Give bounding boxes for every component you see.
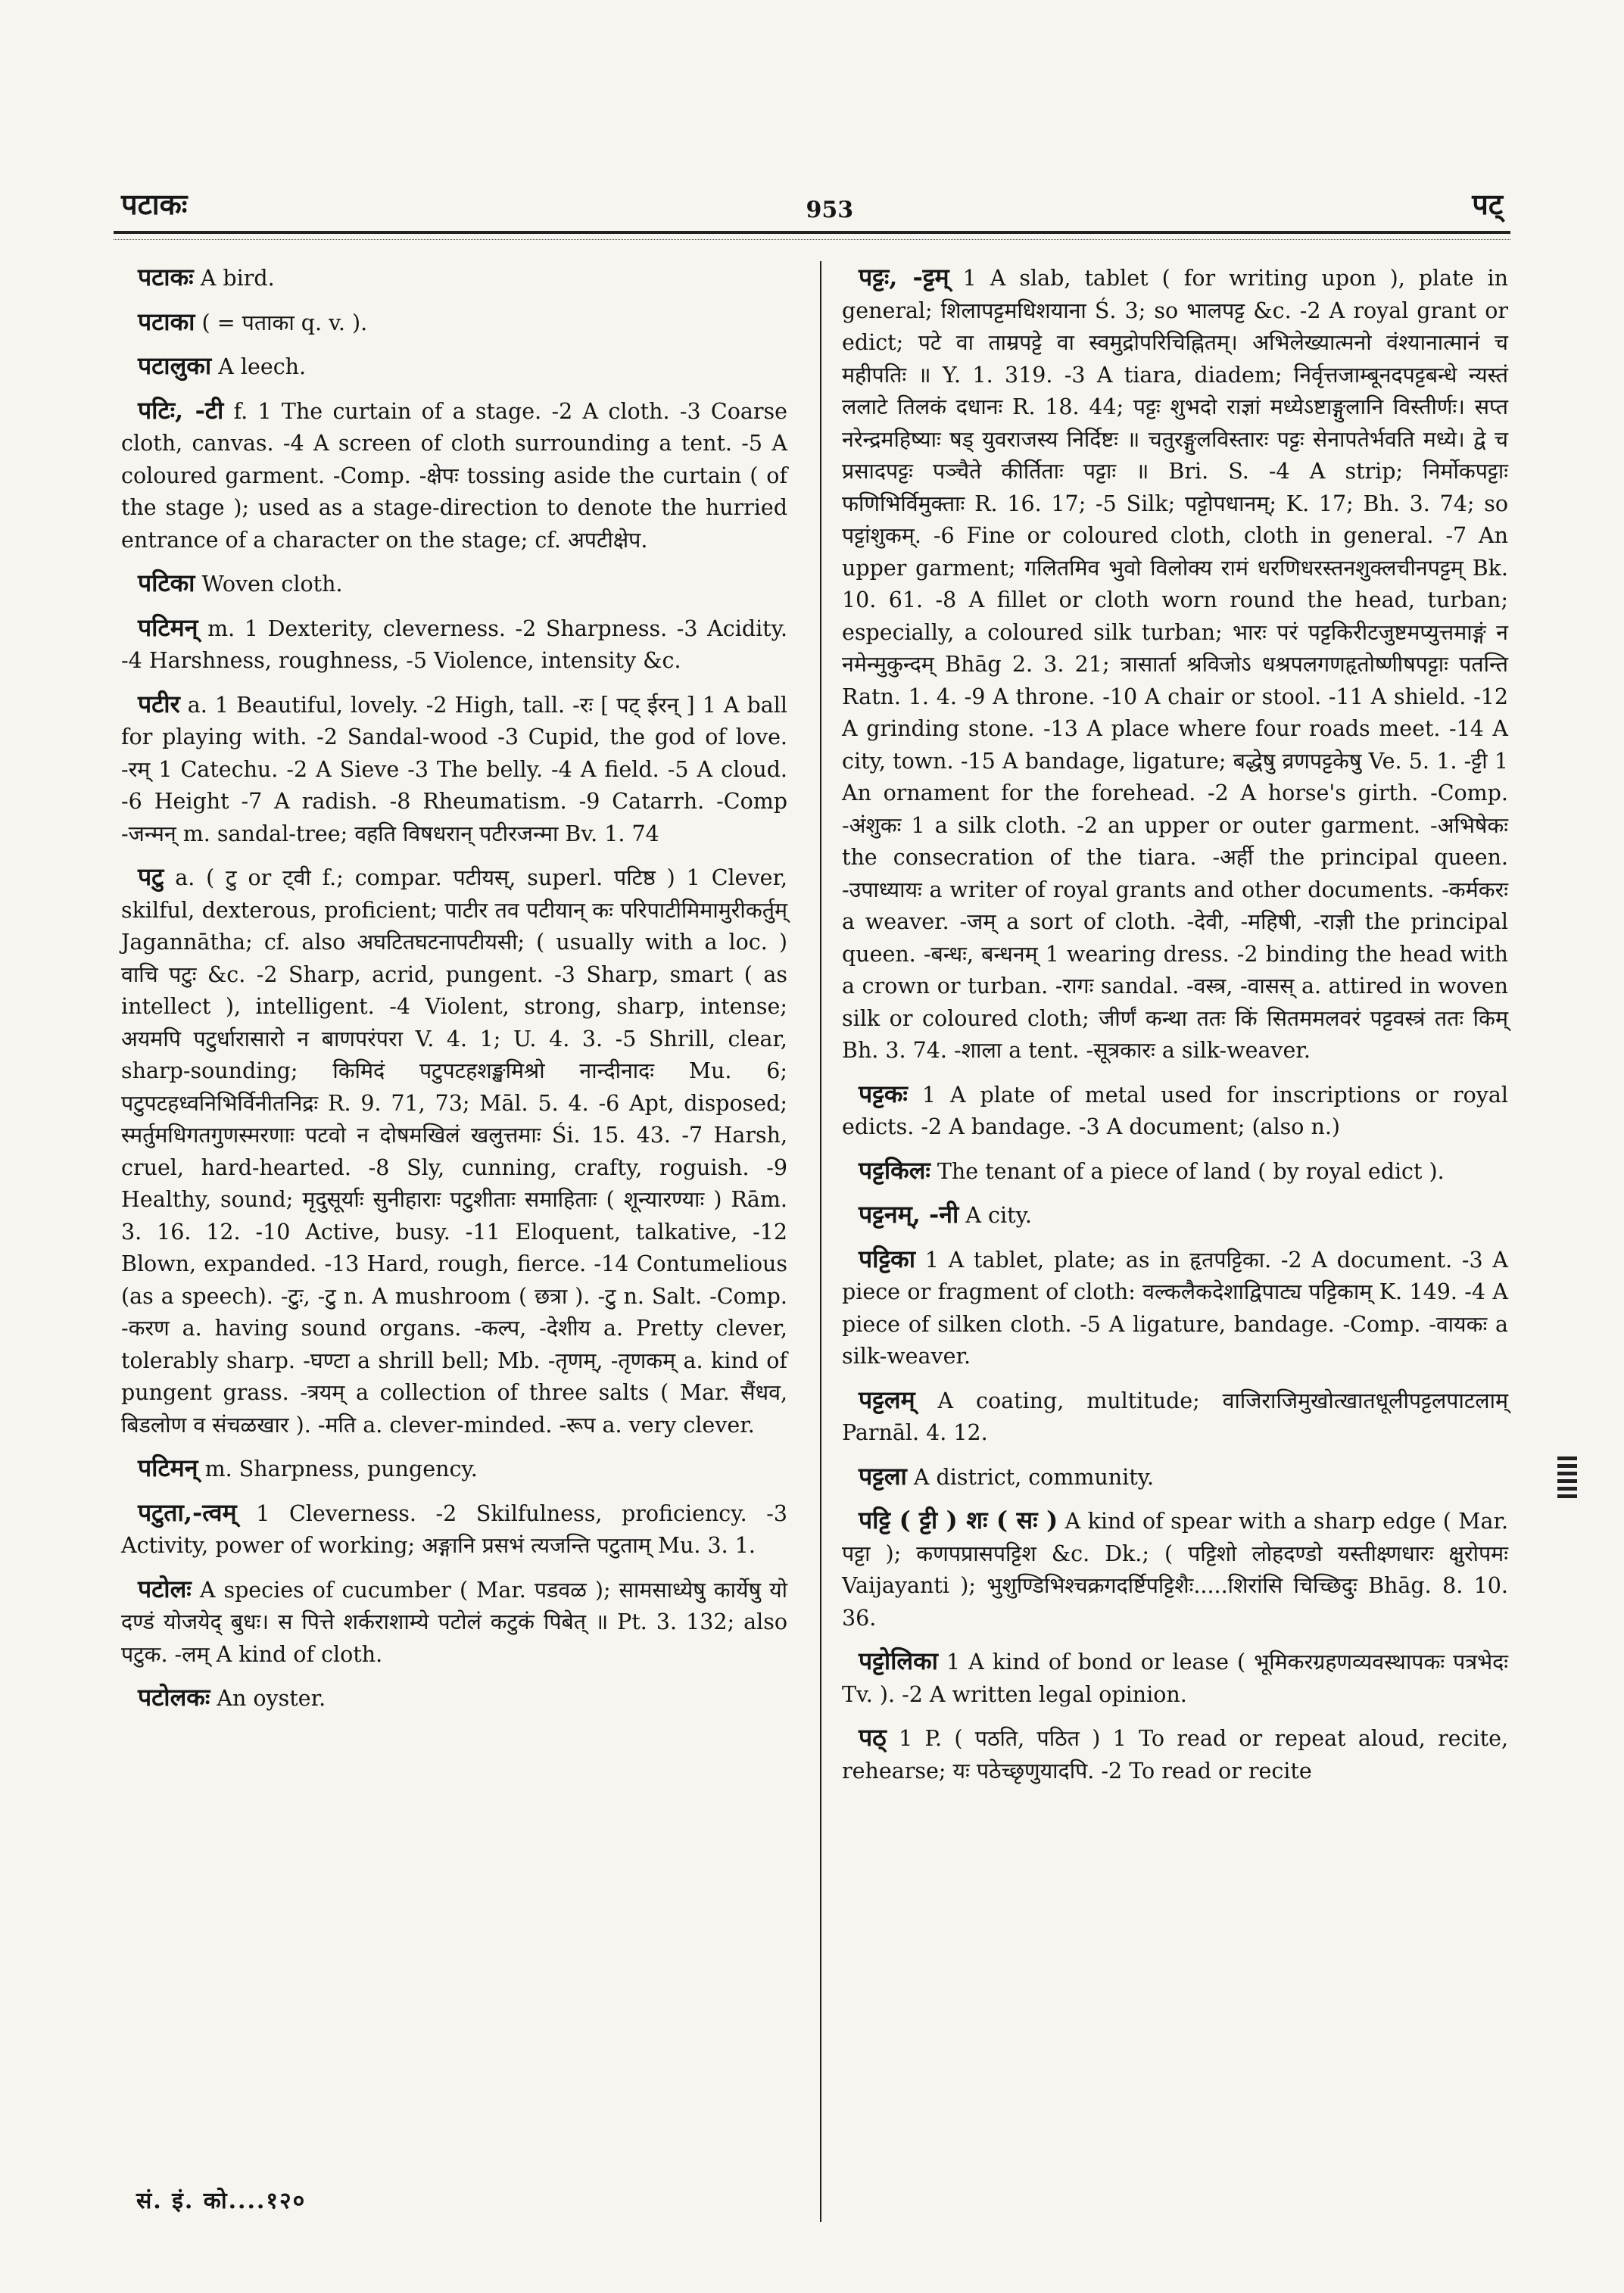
entry-definition: 1 P. ( पठति, पठित ) 1 To read or repeat aloud, recite, rehearse; यः पठेच्छृणुयादपि. -2 To read or recite xyxy=(842,1726,1509,1784)
entry-headword: पट्टनम्, -नी xyxy=(859,1200,959,1229)
entry-definition: f. 1 The curtain of a stage. -2 A cloth. -3 Coarse cloth, canvas. -4 A screen of cloth surrounding a tent. -5 A coloured garment. -Comp. -क्षेपः tossing aside the curtain ( of the stage ); used as a stage-direction to denote the hurried entrance of a character on the stage; cf. अपटीक्षेप. xyxy=(121,398,787,553)
entry-headword: पठ् xyxy=(859,1723,887,1752)
dictionary-entry xyxy=(842,1721,1508,1787)
right-running-head: पट् xyxy=(1472,187,1503,221)
column-divider xyxy=(820,261,821,2222)
entry-headword: पट्टिका xyxy=(859,1244,915,1273)
entry-definition: m. Sharpness, pungency. xyxy=(204,1456,478,1481)
entry-headword: पट्टकिलः xyxy=(859,1155,930,1185)
header-dotted-rule xyxy=(114,239,1510,240)
dictionary-entry xyxy=(121,612,787,678)
dictionary-entry xyxy=(121,394,787,557)
entry-headword: पटुता,-त्वम् xyxy=(138,1497,237,1527)
entry-definition: A city. xyxy=(965,1203,1032,1228)
entry-headword: पट्टकः xyxy=(859,1079,908,1108)
entry-definition: A district, community. xyxy=(913,1464,1155,1490)
left-running-head: पटाकः xyxy=(121,187,188,221)
dictionary-entry xyxy=(842,1460,1508,1494)
entry-definition: A coating, multitude; वाजिराजिमुखोत्खातधूलीपट्टलपाटलाम् Parnāl. 4. 12. xyxy=(842,1388,1508,1445)
dictionary-entry xyxy=(121,1681,787,1715)
dictionary-entry xyxy=(842,261,1508,1067)
entry-definition: 1 A plate of metal used for inscriptions or royal edicts. -2 A bandage. -3 A document; (also n.) xyxy=(842,1082,1508,1139)
entry-definition: ( = पताका q. v. ). xyxy=(201,310,368,335)
dictionary-entry xyxy=(121,1452,787,1486)
dictionary-entry xyxy=(842,1645,1508,1711)
entry-definition: A kind of spear with a sharp edge ( Mar. पट्टा ); कणपप्रासपट्टिश &c. Dk.; ( पट्टिशो लोहदण्डो यस्तीक्ष्णधारः क्षुरोपमः Vaijayanti ); भुशुण्डिभिश्चक्रगदर्ष्टिपट्टिशैः.....शिरांसि चिच्छिदुः Bhāg. 8. 10. 36. xyxy=(842,1509,1509,1631)
header-rule xyxy=(114,231,1510,234)
page-number: 953 xyxy=(806,197,854,223)
entry-headword: पटाका xyxy=(138,307,195,336)
entry-headword: पटाकः xyxy=(138,263,194,291)
dictionary-entry xyxy=(121,306,787,340)
entry-headword: पटिमन् xyxy=(138,1453,198,1482)
dictionary-entry xyxy=(842,1243,1508,1373)
entry-headword: पटीर xyxy=(138,689,180,718)
entry-headword: पट्टि ( ट्टी ) शः ( सः ) xyxy=(859,1506,1058,1534)
entry-definition: 1 A kind of bond or lease ( भूमिकरग्रहणव्यवस्थापकः पत्रभेदः Tv. ). -2 A written legal opinion. xyxy=(842,1650,1508,1707)
entry-definition: a. ( टु or ट्वी f.; compar. पटीयस्, superl. पटिष्ठ ) 1 Clever, skilful, dexterous, proficient; पाटीर तव पटीयान् कः परिपाटीमिमामुरीकर्तुम् Jagannātha; cf. also अघटितघटनापटीयसी; ( usually with a loc. ) वाचि पटुः &c. -2 Sharp, acrid, pungent. -3 Sharp, smart ( as intellect ), intelligent. -4 Violent, strong, sharp, intense; अयमपि पटुर्धारासारो न बाणपरंपरा V. 4. 1; U. 4. 3. -5 Shrill, clear, sharp-sounding; किमिदं पटुपटहशङ्खमिश्रो नान्दीनादः Mu. 6; पटुपटहध्वनिभिर्विनीतनिद्रः R. 9. 71, 73; Māl. 5. 4. -6 Apt, disposed; स्मर्तुमधिगतगुणस्मरणाः पटवो न दोषमखिलं खलुत्तमाः Śi. 15. 43. -7 Harsh, cruel, hard-hearted. -8 Sly, cunning, crafty, roguish. -9 Healthy, sound; मृदुसूर्याः सुनीहाराः पटुशीताः समाहिताः ( शून्यारण्याः ) Rām. 3. 16. 12. -10 Active, busy. -11 Eloquent, talkative, -12 Blown, expanded. -13 Hard, rough, fierce. -14 Contumelious (as a speech). -टुः, -टु n. A mushroom ( छत्रा ). -टु n. Salt. -Comp. -करण a. having sound organs. -कल्प, -देशीय a. Pretty clever, tolerably sharp. -घण्टा a shrill bell; Mb. -तृणम्, -तृणकम् a. kind of pungent grass. -त्रयम् a collection of three salts ( Mar. सैंधव, बिडलोण व संचळखार ). -मति a. clever-minded. -रूप a. very clever. xyxy=(121,865,788,1438)
page-header xyxy=(121,163,1503,223)
entry-headword: पटालुका xyxy=(138,351,212,380)
entry-definition: m. 1 Dexterity, cleverness. -2 Sharpness. -3 Acidity. -4 Harshness, roughness, -5 Violence, intensity &c. xyxy=(121,615,788,673)
entry-headword: पटोलः xyxy=(138,1574,192,1603)
entry-definition: A leech. xyxy=(218,354,307,379)
entry-headword: पटिमन् xyxy=(138,612,198,642)
margin-thumb-index-mark xyxy=(1556,1453,1579,1505)
dictionary-entry xyxy=(121,1573,787,1671)
entry-headword: पटिः, -टी xyxy=(138,395,224,425)
dictionary-entry xyxy=(842,1078,1508,1144)
dictionary-entry xyxy=(121,261,787,295)
dictionary-entry xyxy=(121,350,787,384)
entry-definition: Woven cloth. xyxy=(201,572,343,597)
entry-headword: पट्टोलिका xyxy=(859,1647,938,1675)
entry-headword: पटिका xyxy=(138,569,195,597)
entry-headword: पट्टला xyxy=(859,1461,907,1491)
dictionary-entry xyxy=(121,567,787,601)
dictionary-entry xyxy=(842,1198,1508,1232)
dictionary-entry xyxy=(842,1504,1508,1634)
dictionary-entry xyxy=(121,1497,787,1562)
entry-headword: पट्टः, -ट्टम् xyxy=(859,263,949,291)
entry-definition: 1 A slab, tablet ( for writing upon ), plate in general; शिलापट्टमधिशयाना Ś. 3; so भालपट्ट &c. -2 A royal grant or edict; पटे वा ताम्रपट्टे वा स्वमुद्रोपरिचिह्नितम्। अभिलेख्यात्मनो वंश्यानात्मानं च महीपतिः ॥ Y. 1. 319. -3 A tiara, diadem; निर्वृत्तजाम्बूनदपट्टबन्धे न्यस्तं ललाटे तिलकं दधानः R. 18. 44; पट्टः शुभदो राज्ञां मध्येऽष्टाङ्गुलानि विस्तीर्णः। सप्त नरेन्द्रमहिष्याः षड् युवराजस्य निर्दिष्टः ॥ चतुरङ्गुलविस्तारः पट्टः सेनापतेर्भवति मध्ये। द्वे च प्रसादपट्टः पञ्चैते कीर्तिताः पट्टाः ॥ Bri. S. -4 A strip; निर्मोकपट्टाः फणिभिर्विमुक्ताः R. 16. 17; -5 Silk; पट्टोपधानम्; K. 17; Bh. 3. 74; so पट्टांशुकम्. -6 Fine or coloured cloth, cloth in general. -7 An upper garment; गलितमिव भुवो विलोक्य रामं धरणिधरस्तनशुक्लचीनपट्टम् Bk. 10. 61. -8 A fillet or cloth worn round the head, turban; especially, a coloured silk turban; भारः परं पट्टकिरीटजुष्टमप्युत्तमाङ्गं न नमेन्मुकुन्दम् Bhāg 2. 3. 21; त्रासार्ता श्रविजोऽ धश्रपलगणहृतोष्णीषपट्टाः पतन्ति Ratn. 1. 4. -9 A throne. -10 A chair or stool. -11 A shield. -12 A grinding stone. -13 A place where four roads meet. -14 A city, town. -15 A bandage, ligature; बद्धेषु व्रणपट्टकेषु Ve. 5. 1. -ट्टी 1 An ornament for the forehead. -2 A horse's girth. -Comp. -अंशुकः 1 a silk cloth. -2 an upper or outer garment. -अभिषेकः the consecration of the tiara. -अर्ही the principal queen. -उपाध्यायः a writer of royal grants and other documents. -कर्मकरः a weaver. -जम् a sort of cloth. -देवी, -महिषी, -राज्ञी the principal queen. -बन्धः, बन्धनम् 1 wearing dress. -2 binding the head with a crown or turban. -रागः sandal. -वस्त्र, -वासस् a. attired in woven silk or coloured cloth; जीर्णं कन्था ततः किं सितममलवरं पट्टवस्त्रं ततः किम् Bh. 3. 74. -शाला a tent. -सूत्रकारः a silk-weaver. xyxy=(842,266,1508,1063)
entry-definition: A species of cucumber ( Mar. पडवळ ); सामसाध्येषु कार्येषु यो दण्डं योजयेद् बुधः। स पित्ते शर्कराशाम्ये पटोलं कटुकं पिबेत् ॥ Pt. 3. 132; also पटुक. -लम् A kind of cloth. xyxy=(121,1577,787,1667)
entry-definition: A bird. xyxy=(200,266,275,291)
dictionary-entry xyxy=(121,688,787,851)
dictionary-entry xyxy=(842,1154,1508,1189)
entry-definition: An oyster. xyxy=(217,1686,326,1711)
dictionary-entry xyxy=(842,1384,1508,1450)
entry-headword: पटोलकः xyxy=(138,1683,210,1712)
signature-mark: सं. इं. को....१२० xyxy=(136,2188,307,2214)
entry-definition: 1 A tablet, plate; as in हृतपट्टिका. -2 A document. -3 A piece or fragment of cloth: वल्कलैकदेशाद्विपाट्य पट्टिकाम् K. 149. -4 A piece of silken cloth. -5 A ligature, bandage. -Comp. -वायकः a silk-weaver. xyxy=(842,1247,1508,1369)
entry-definition: The tenant of a piece of land ( by royal edict ). xyxy=(937,1158,1445,1184)
entry-headword: पटु xyxy=(138,862,164,891)
right-column xyxy=(842,261,1508,1798)
entry-definition: a. 1 Beautiful, lovely. -2 High, tall. -रः [ पट् ईरन् ] 1 A ball for playing with. -2 Sandal-wood -3 Cupid, the god of love. -रम् 1 Catechu. -2 A Sieve -3 The belly. -4 A field. -5 A cloud. -6 Height -7 A radish. -8 Rheumatism. -9 Catarrh. -Comp -जन्मन् m. sandal-tree; वहति विषधरान् पटीरजन्मा Bv. 1. 74 xyxy=(121,692,788,846)
left-column xyxy=(121,261,787,1726)
entry-headword: पट्टलम् xyxy=(859,1385,915,1414)
dictionary-entry xyxy=(121,861,787,1441)
entry-definition: 1 Cleverness. -2 Skilfulness, proficiency. -3 Activity, power of working; अङ्गानि प्रसभं त्यजन्ति पटुताम् Mu. 3. 1. xyxy=(121,1500,787,1558)
